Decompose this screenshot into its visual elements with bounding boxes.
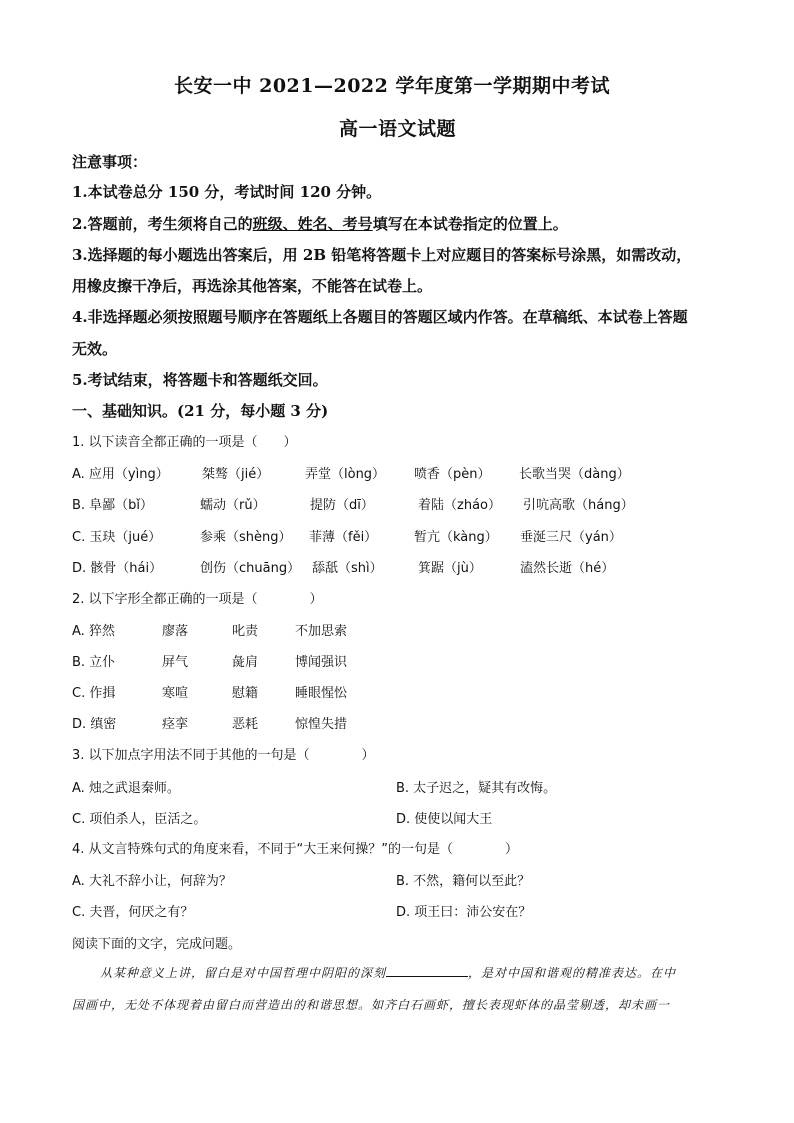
q1-a-cell-1: A. 应用（yìng） (72, 467, 169, 482)
notice-item-2 (72, 213, 568, 234)
q1-b-cell-4: 着陆（zháo） (418, 498, 501, 513)
q1-c-cell-3: 菲薄（fěi） (309, 530, 378, 545)
notice-item-3-line-2: 用橡皮擦干净后，再选涂其他答案，不能答在试卷上。 (72, 277, 433, 295)
notice-heading: 注意事项： (72, 153, 148, 171)
q4-stem: 4. 从文言特殊句式的角度来看，不同于“大王来何操？”的一句是（ ） (72, 842, 519, 857)
q2-c-cell-2: 寒喧 (162, 686, 189, 701)
reading-instructions: 阅读下面的文字，完成问题。 (72, 937, 242, 952)
q1-a-cell-4: 喷香（pèn） (414, 467, 491, 482)
q2-a-cell-1: A. 猝然 (72, 624, 115, 639)
notice-item-2-underlined: 班级、姓名、考号 (252, 215, 373, 233)
q2-c-cell-4: 睡眼惺忪 (295, 686, 348, 701)
q2-a-cell-4: 不加思索 (295, 624, 348, 639)
q1-b-cell-1: B. 阜鄙（bǐ） (72, 498, 154, 513)
q1-d-cell-4: 箕踞（jù） (418, 561, 482, 576)
q3-stem: 3. 以下加点字用法不同于其他的一句是（ ） (72, 748, 375, 763)
section-heading: 一、基础知识。(21 分，每小题 3 分) (72, 402, 329, 420)
passage-line-1-pre: 从某种意义上讲，留白是对中国哲理中阴阳的深刻 (100, 966, 387, 980)
q2-c-cell-3: 慰籍 (232, 686, 259, 701)
exam-subtitle: 高一语文试题 (339, 118, 457, 140)
notice-item-5: 5.考试结束，将答题卡和答题纸交回。 (72, 371, 328, 389)
q2-a-cell-3: 叱责 (232, 624, 259, 639)
notice-item-2-pre: 2.答题前，考生须将自己的 (72, 215, 253, 233)
q3-option-d: D. 使使以闻大王 (396, 812, 493, 827)
q1-c-cell-1: C. 玉玦（jué） (72, 530, 162, 545)
notice-item-4-line-1: 4.非选择题必须按照题号顺序在答题纸上各题目的答题区域内作答。在草稿纸、本试卷上答题 (72, 308, 688, 326)
q4-option-c: C. 夫晋，何厌之有？ (72, 905, 194, 920)
q1-a-cell-3: 弄堂（lòng） (305, 467, 386, 482)
q1-d-cell-2: 创伤（chuāng） (200, 561, 301, 576)
q3-option-b: B. 太子迟之，疑其有改悔。 (396, 781, 557, 796)
q2-b-cell-1: B. 立仆 (72, 655, 116, 670)
notice-item-2-post: 填写在本试卷指定的位置上。 (372, 215, 568, 233)
q1-a-cell-2: 桀骜（jié） (202, 467, 270, 482)
exam-title: 长安一中 2021—2022 学年度第一学期期中考试 (174, 75, 610, 97)
q2-b-cell-4: 博闻强识 (295, 655, 348, 670)
passage-line-2: 国画中，无处不体现着由留白而营造出的和谐思想。如齐白石画虾，擅长表现虾体的晶莹剔透，却未画一 (72, 998, 671, 1012)
q3-option-c: C. 项伯杀人，臣活之。 (72, 812, 207, 827)
q4-option-d: D. 项王曰：沛公安在？ (396, 905, 532, 920)
notice-item-3-line-1: 3.选择题的每小题选出答案后，用 2B 铅笔将答题卡上对应题目的答案标号涂黑，如需改动， (72, 246, 692, 264)
q1-d-cell-3: 舔舐（shì） (312, 561, 383, 576)
notice-item-1: 1.本试卷总分 150 分，考试时间 120 分钟。 (72, 183, 382, 201)
q1-a-cell-5: 长歌当哭（dàng） (519, 467, 630, 482)
answer-blank (386, 964, 468, 977)
q2-d-cell-2: 痉挛 (162, 717, 189, 732)
q1-d-cell-5: 溘然长逝（hé） (520, 561, 615, 576)
q2-a-cell-2: 廖落 (162, 624, 189, 639)
q1-b-cell-2: 蠕动（rǔ） (200, 498, 266, 513)
q4-option-b: B. 不然，籍何以至此？ (396, 874, 531, 889)
q4-option-a: A. 大礼不辞小让，何辞为？ (72, 874, 232, 889)
q2-d-cell-1: D. 缜密 (72, 717, 117, 732)
q1-stem: 1. 以下读音全都正确的一项是（ ） (72, 435, 297, 450)
notice-item-4-line-2: 无效。 (72, 340, 118, 358)
q2-stem: 2. 以下字形全都正确的一项是（ ） (72, 592, 323, 607)
q2-b-cell-3: 彘肩 (232, 655, 259, 670)
q1-d-cell-1: D. 骸骨（hái） (72, 561, 163, 576)
q1-c-cell-5: 垂涎三尺（yán） (520, 530, 622, 545)
passage-line-1 (100, 964, 676, 981)
q2-d-cell-4: 惊惶失措 (295, 717, 348, 732)
q1-c-cell-2: 参乘（shèng） (200, 530, 292, 545)
q2-d-cell-3: 恶耗 (232, 717, 259, 732)
q2-c-cell-1: C. 作揖 (72, 686, 116, 701)
q2-b-cell-2: 屏气 (162, 655, 189, 670)
q1-c-cell-4: 暂亢（kàng） (414, 530, 498, 545)
q1-b-cell-3: 提防（dī） (310, 498, 374, 513)
q3-option-a: A. 烛之武退秦师。 (72, 781, 180, 796)
passage-line-1-post: ，是对中国和谐观的精准表达。在中 (468, 966, 677, 980)
q1-b-cell-5: 引吭高歌（háng） (523, 498, 634, 513)
